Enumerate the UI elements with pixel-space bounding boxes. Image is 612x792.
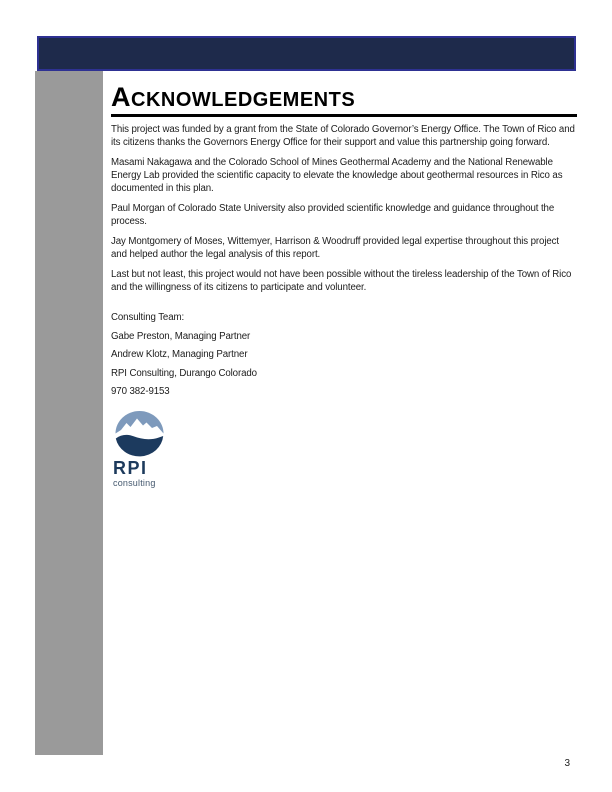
paragraph-mines-nrel: Masami Nakagawa and the Colorado School of Mines Geothermal Academy and the National Renewable Energy Lab provided the scientific capacity to elevate the knowledge about geothermal resources in Rico as documented in this plan. (111, 157, 563, 194)
team-member-1: Gabe Preston, Managing Partner (111, 330, 251, 342)
paragraph-last-but-not-least: Last but not least, this project would not have been possible without the tireless leadership of the Town of Rico and the willingness of its citizens to participate and volunteer. (111, 269, 572, 293)
team-member-2: Andrew Klotz, Managing Partner (111, 349, 248, 360)
paragraph-paul-morgan: Paul Morgan of Colorado State University also provided scientific knowledge and guidance throughout the process. (111, 203, 555, 227)
logo-wordmark: RPI (113, 458, 148, 478)
page-title (111, 72, 577, 111)
page-number: 3 (564, 758, 570, 769)
team-member-3: RPI Consulting, Durango Colorado (111, 367, 257, 379)
content-area (111, 72, 577, 488)
rpi-consulting-logo (113, 410, 177, 488)
page-title-rest: CKNOWLEDGEMENTS (131, 89, 356, 111)
paragraph-legal: Jay Montgomery of Moses, Wittemyer, Harrison & Woodruff provided legal expertise throughout this project and helped author the legal analysis of this report. (111, 236, 559, 260)
logo-subtext: consulting (113, 478, 156, 488)
mountain-lake-logo-icon (113, 410, 166, 457)
page-title-initial: A (111, 82, 131, 112)
paragraph-funding: This project was funded by a grant from the State of Colorado Governor’s Energy Office. The Town of Rico and its citizens thanks the Governors Energy Office for their support and value this partnership going forward. (111, 124, 575, 148)
team-phone: 970 382-9153 (111, 386, 170, 397)
team-label: Consulting Team: (111, 312, 185, 323)
left-sidebar-band (35, 71, 103, 755)
title-rule (111, 114, 577, 117)
chapter-header-bar (37, 36, 576, 71)
